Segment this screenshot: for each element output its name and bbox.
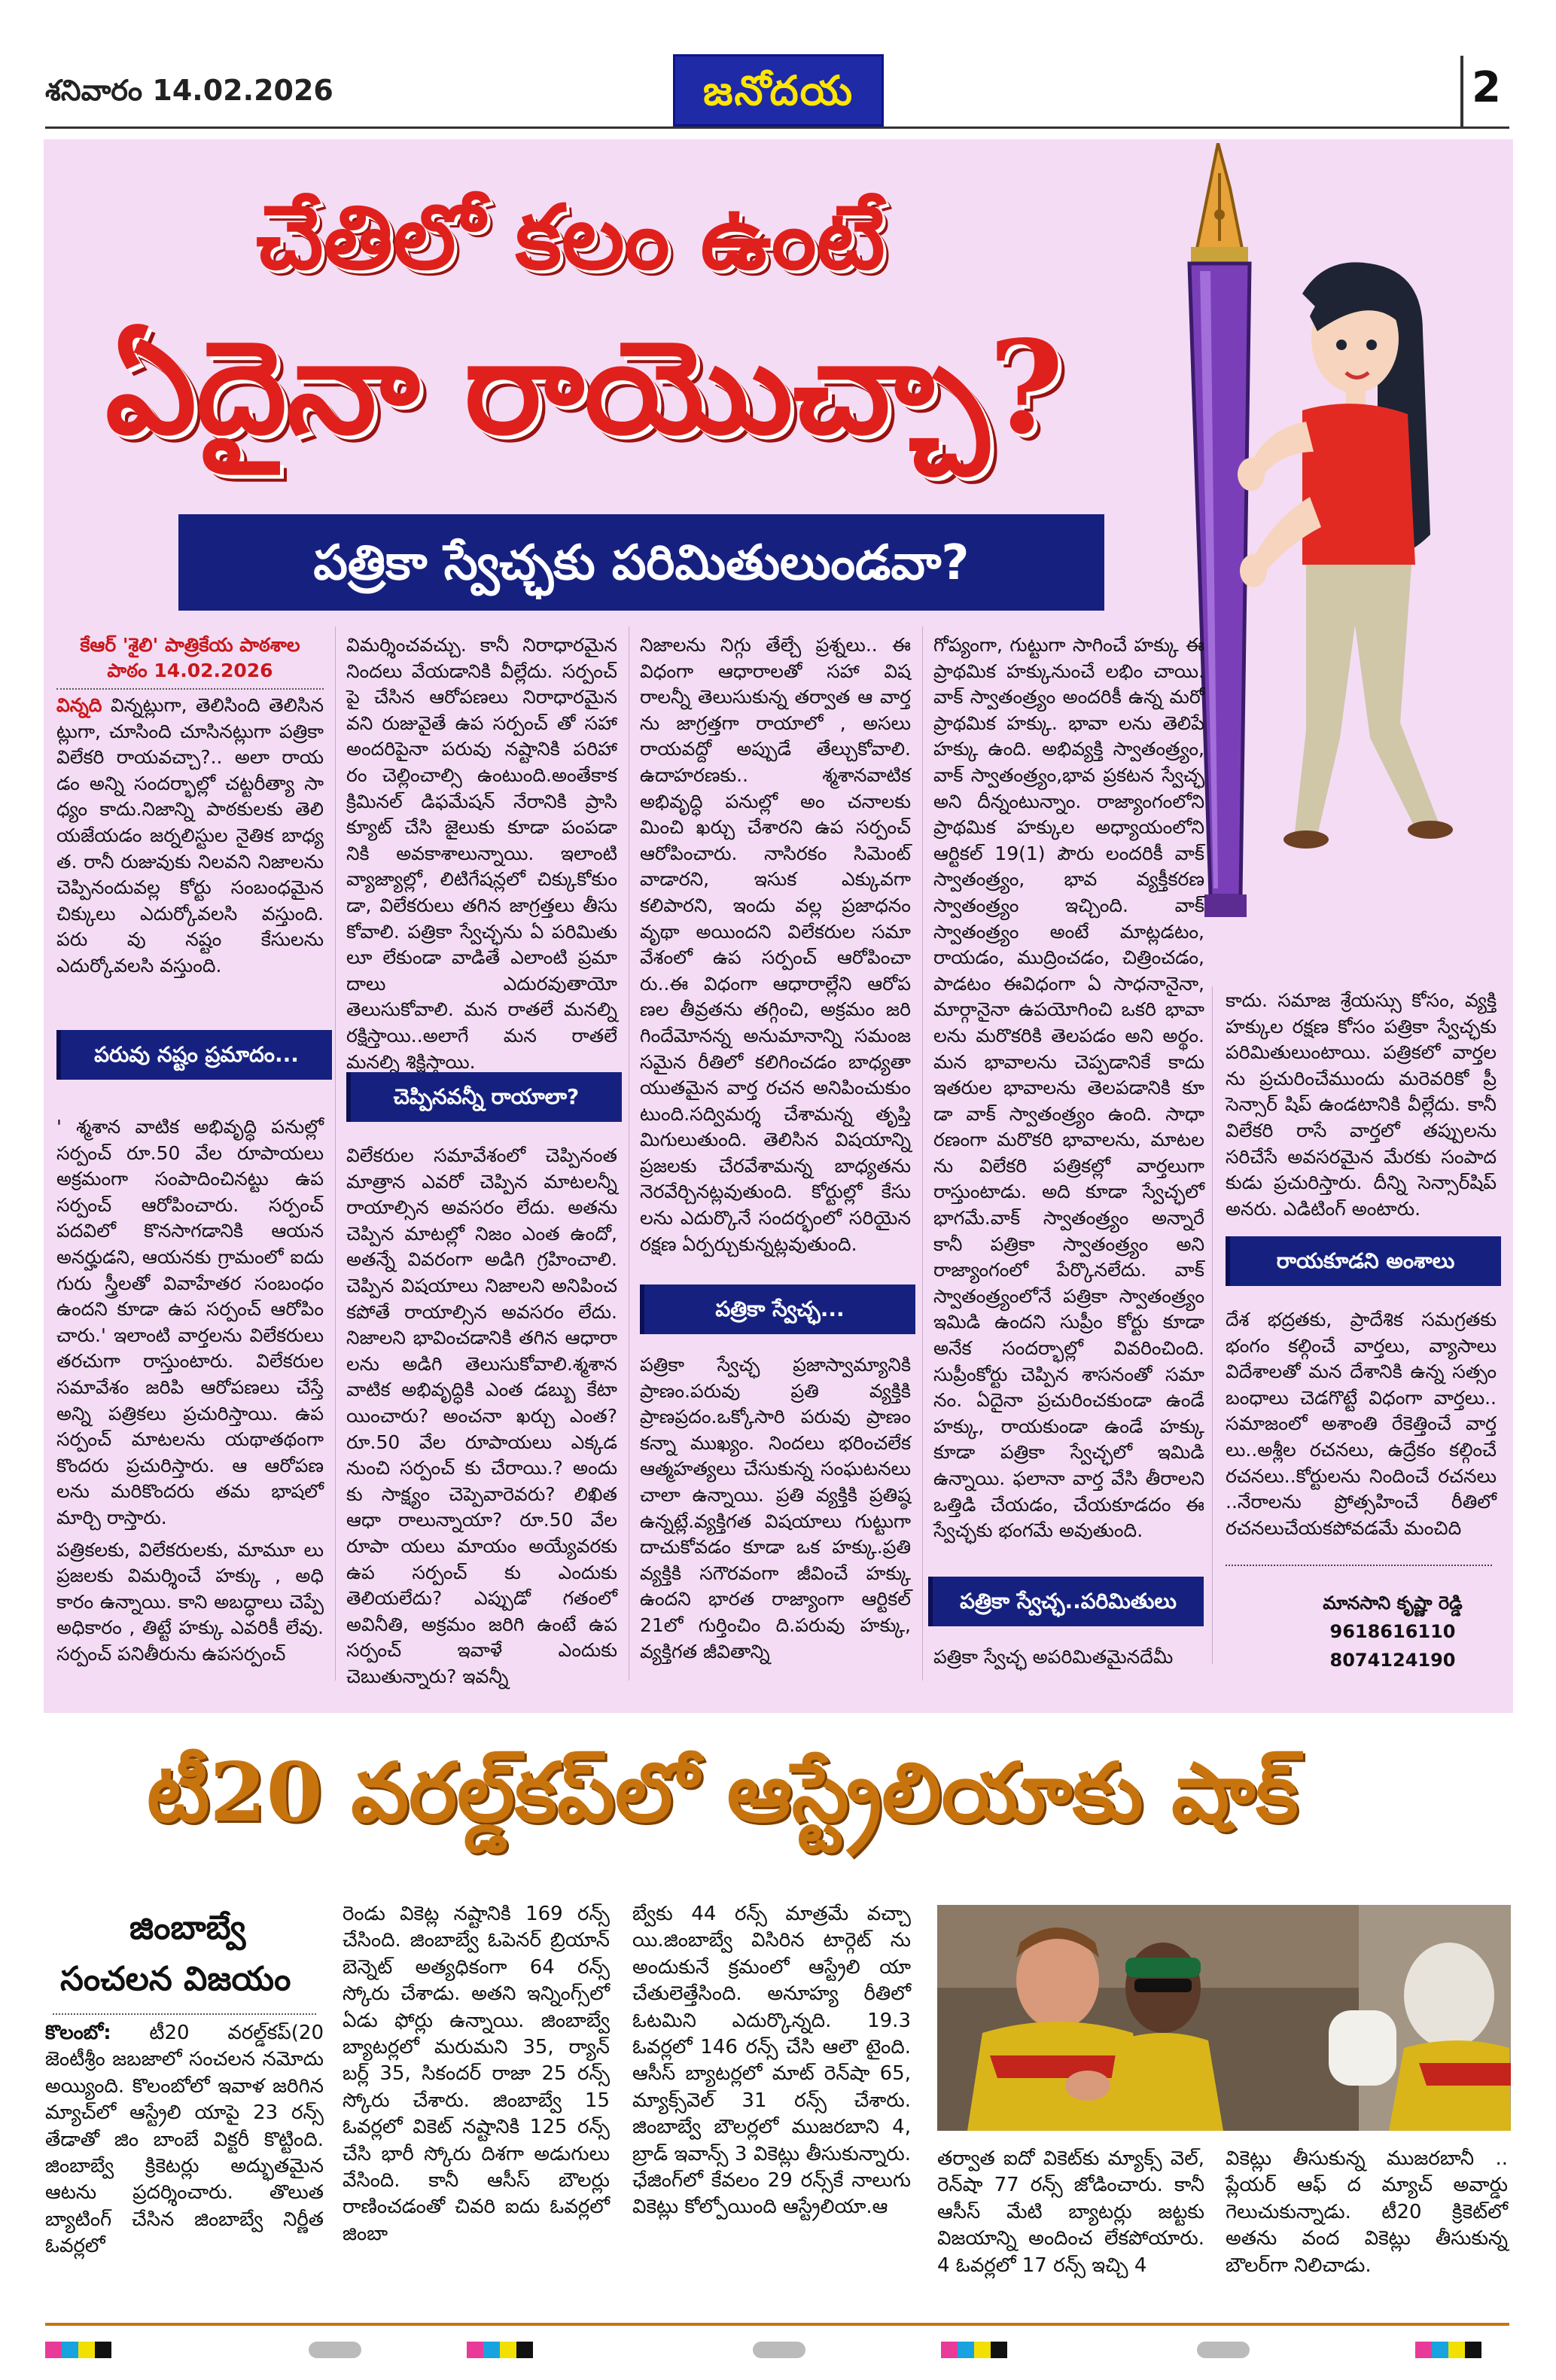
author-name: మానసాని కృష్ణా రెడ్డి (1323, 1592, 1463, 1614)
feature-column-3 (640, 632, 911, 1257)
color-swatch (45, 2342, 62, 2358)
feature-column-1-body (56, 1114, 324, 1667)
cricket-side-rule (53, 2013, 316, 2015)
subhead-report-all: చెప్పినవన్నీ రాయాలా? (346, 1072, 622, 1122)
feature-headline-line1: చేతిలో కలం ఉంటే (256, 184, 885, 289)
cricket-column-1: కొలంబో: టీ20 వరల్డ్‌కప్(20 జెంటీశ్రీం జబజాలో సంచలన నమోదు అయ్యింది. కొలంబోలో ఇవాళ జరిగిన మ్యాచ్‌లో ఆస్ట్రేలి యాపై 23 రన్స్ తేడాతో జిం బాంబే విక్టరీ కొట్టింది. జింబాబ్వే క్రికెటర్లు అద్భుతమైన ఆటను ప్రదర్శించారు. తొలుత బ్యాటింగ్ చేసిన జింబాబ్వే నిర్ణీత ఓవర్లలో (45, 2022, 324, 2258)
column-divider (335, 626, 336, 1681)
feature-column-5 (1226, 988, 1497, 1222)
color-swatch (483, 2342, 500, 2358)
body-paragraph: పత్రికలకు, విలేకరులకు, మామూ లు ప్రజలకు విమర్శించే హక్కు , అధి కారం ఉన్నాయి. కాని అబద్ధాలు చెప్పే అధికారం , తిట్టే హక్కు ఎవరికీ లేవు. సర్పంచ్ పనితీరును ఉపసర్పంచ్ (56, 1538, 324, 1665)
cricket-headline: టీ20 వరల్డ్‌కప్‌లో ఆస్ట్రేలియాకు షాక్ (147, 1745, 1299, 1840)
cricket-column-2: రెండు వికెట్ల నష్టానికి 169 రన్స్ చేసింది. జింబాబ్వే ఓపెనర్ బ్రియాన్ బెన్నెట్ అత్యధికంగా 64 రన్స్ స్కోరు చేశాడు. అతని ఇన్నింగ్స్‌లో ఏడు ఫోర్లు ఉన్నాయి. జింబాబ్వే బ్యాటర్లలో మరుమని 35, ర్యాన్ బర్ల్ 35, సికందర్ రాజా 25 రన్స్ స్కోరు చేశారు. జింబాబ్వే 15 ఓవర్లలో వికెట్ నష్టానికి 125 రన్స్ చేసి భారీ స్కోరు దిశగా అడుగులు వేసింది. కానీ ఆసీస్ బౌలర్లు రాణించడంతో చివరి ఐదు ఓవర్లలో జింబా (343, 1903, 610, 2245)
column-divider (1212, 986, 1213, 1664)
feature-headline-line2: ఏదైనా రాయొచ్చా? (105, 312, 1064, 463)
body-paragraph: ' శ్మశాన వాటిక అభివృద్ధి పనుల్లో సర్పంచ్ రూ.50 వేల రూపాయలు అక్రమంగా సంపాదించినట్టు ఉప సర్పంచ్ ఆరోపించారు. సర్పంచ్ పదవిలో కొనసాగడానికి ఆయన అనర్హుడని, ఆయనకు గ్రామంలో ఐదు గురు స్త్రీలతో వివాహేతర సంబంధం ఉందని కూడా ఉప సర్పంచ్ ఆరోపిం చారు.' ఇలాంటి వార్తలను విలేకరులు తరచుగా రాస్తుంటారు. విలేకరుల సమావేశం జరిపి ఆరోపణలు చేస్తే అన్ని పత్రికలు ప్రచురిస్తాయి. ఉప సర్పంచ్ మాటలను యథాతథంగా కొందరు ప్రచురిస్తారు. ఆ ఆరోపణ లను మరికొందరు తమ భాషలో మార్చి రాస్తారు. (56, 1116, 324, 1528)
intro-paragraph: విన్నది విన్నట్లుగా, తెలిసింది తెలిసిన ట్లుగా, చూసింది చూసినట్లుగా పత్రికా విలేకరి రాయవచ్చా?.. అలా రాయ డం అన్ని సందర్భాల్లో చట్టరీత్యా సా ధ్యం కాదు.నిజాన్ని పాఠకులకు తెలి యజేయడం జర్నలిస్టుల నైతిక బాధ్య త. రానీ రుజువుకు నిలవని నిజాలను చెప్పినందువల్ల కోర్టు సంబంధమైన చిక్కులు ఎదుర్కోవలసి వస్తుంది. పరు వు నష్టం కేసులను ఎదుర్కోవలసి వస్తుంది. (56, 694, 324, 977)
header-rule (45, 126, 1509, 129)
body-paragraph: విలేకరుల సమావేశంలో చెప్పినంత మాత్రాన ఎవరో చెప్పిన మాటలన్నీ రాయాల్సిన అవసరం లేదు. అతను చెప్పిన మాటల్లో నిజం ఎంత ఉందో, అతన్నే వివరంగా అడిగి గ్రహించాలి. చెప్పిన విషయాలు నిజాలని అనిపించ కపోతే రాయాల్సిన అవసరం లేదు. నిజాలని భావించడానికి తగిన ఆధారా లను అడిగి తెలుసుకోవాలి.శ్మశాన వాటిక అభివృద్ధికి ఎంత డబ్బు కేటా యించారు? అంచనా ఖర్చు ఎంత? రూ.50 వేల రూపాయలు ఎక్కడ నుంచి సర్పంచ్ కు చేరాయి.? అందు కు సాక్ష్యం చెప్పెవారెవరు? లిఖిత ఆధా రాలున్నాయా? రూ.50 వేల రూపా యలు మాయం అయ్యేవరకు ఉప సర్పంచ్ కు ఎందుకు తెలియలేదు? ఎప్పుడో గతంలో అవినీతి, అక్రమం జరిగి ఉంటే ఉప సర్పంచ్ ఇవాళే ఎందుకు చెబుతున్నారు? ఇవన్నీ (346, 1144, 617, 1687)
issue-date: శనివారం 14.02.2026 (45, 74, 333, 107)
intro-drop-word: విన్నది (56, 694, 102, 716)
column-divider (922, 626, 923, 1681)
color-swatch (1448, 2342, 1465, 2358)
byline-school: కేఆర్ 'శైలి' పాత్రికేయ పాఠశాల (80, 634, 300, 656)
feature-subheadline: పత్రికా స్వేచ్ఛకు పరిమితులుండవా? (178, 514, 1104, 611)
author-phone: 8074124190 (1329, 1650, 1456, 1671)
color-swatch (62, 2342, 78, 2358)
cricket-column-4: తర్వాత ఐదో వికెట్‌కు మ్యాక్స్ వెల్, రెన్‌షా 77 రన్స్ జోడించారు. కానీ ఆసీస్ మేటి బ్యాటర్లు జట్టకు విజయాన్ని అందించ లేకపోయారు. 4 ఓవర్లలో 17 రన్స్ ఇచ్చి 4 (937, 2147, 1204, 2277)
cricket-side-title: జింబాబ్వే (129, 1909, 246, 1947)
color-swatch (1432, 2342, 1448, 2358)
cricket-column-5: వికెట్లు తీసుకున్న ముజరబానీ .. ప్లేయర్ ఆఫ్ ద మ్యాచ్ అవార్డు గెలుచుకున్నాడు. టీ20 క్రికెట్‌లో అతను వంద వికెట్లు తీసుకున్న బౌలర్‌గా నిలిచాడు. (1226, 2147, 1508, 2277)
body-paragraph: పత్రికా స్వేచ్ఛ అపరిమితమైనదేమీ (933, 1646, 1174, 1668)
color-swatch (958, 2342, 974, 2358)
color-swatch (1465, 2342, 1481, 2358)
feature-column-4-body (933, 1644, 1204, 1671)
color-swatch (991, 2342, 1007, 2358)
author-block (1280, 1589, 1506, 1675)
feature-column-1 (56, 632, 324, 980)
cricket-side-title: సంచలన విజయం (60, 1960, 291, 1998)
page-number-divider (1460, 56, 1463, 128)
color-swatch (78, 2342, 95, 2358)
subhead-prohibited-topics: రాయకూడని అంశాలు (1226, 1236, 1501, 1286)
footer-rule (45, 2323, 1509, 2326)
color-swatch (941, 2342, 958, 2358)
register-mark (1197, 2342, 1250, 2358)
subhead-defamation: పరువు నష్టం ప్రమాదం... (56, 1030, 332, 1080)
body-paragraph: విమర్శించవచ్చు. కానీ నిరాధారమైన నిందలు వేయడానికి వీల్లేదు. సర్పంచ్ పై చేసిన ఆరోపణలు నిరాధారమైన వని రుజువైతే ఉప సర్పంచ్ తో సహా అందరిపైనా పరువు నష్టానికి పరిహా రం చెల్లించాల్సి ఉంటుంది.అంతేకాక క్రిమినల్ డిఫమేషన్ నేరానికి ప్రాసి క్యూట్ చేసి జైలుకు కూడా పంపడా నికి అవకాశాలున్నాయి. ఇలాంటి వ్యాజ్యాల్లో, లిటిగేషన్లలో చిక్కుకోకుం డా, విలేకరులు తగిన జాగ్రత్తలు తీసు కోవాలి. పత్రికా స్వేచ్ఛను ఏ పరిమితు లూ లేకుండా వాడితే ఎలాంటి ప్రమా దాలు ఎదురవుతాయో తెలుసుకోవాలి. మన రాతలే మనల్ని రక్షిస్తాయి..అలాగే మన రాతలే మనల్ని శిక్షిస్తాయి. (346, 634, 617, 1073)
register-mark (309, 2342, 361, 2358)
color-swatch (95, 2342, 111, 2358)
feature-column-2 (346, 632, 617, 1075)
author-rule (1226, 1565, 1492, 1566)
body-paragraph: కాదు. సమాజ శ్రేయస్సు కోసం, వ్యక్తి హక్కుల రక్షణ కోసం పత్రికా స్వేచ్ఛకు పరిమితులుంటాయి. పత్రికలో వార్తల ను ప్రచురించేముందు మరెవరికో ప్రీ సెన్సార్ షిప్ ఉండటానికి వీల్లేదు. కానీ విలేకరి రాసే వార్తలో తప్పులను సరిచేసే అవసరమైన మేరకు సంపాద కుడు ప్రచురిస్తారు. దీన్ని సెన్సార్‌షిప్ అనరు. ఎడిటింగ్ అంటారు. (1226, 989, 1497, 1220)
subhead-press-freedom: పత్రికా స్వేచ్ఛ... (640, 1284, 915, 1334)
author-phone: 9618616110 (1329, 1621, 1456, 1642)
body-paragraph: పత్రికా స్వేచ్ఛ ప్రజాస్వామ్యానికి ప్రాణం.పరువు ప్రతి వ్యక్తికి ప్రాణప్రదం.ఒక్కోసారి పరువు ప్రాణం కన్నా ముఖ్యం. నిందలు భరించలేక ఆత్మహత్యలు చేసుకున్న సంఘటనలు చాలా ఉన్నాయి. ప్రతి వ్యక్తికి ప్రతిష్ఠ ఉన్నట్లే.వ్యక్తిగత విషయాలు గుట్టుగా దాచుకోవడం కూడా ఒక హక్కు.ప్రతి వ్యక్తికి సగౌరవంగా జీవించే హక్కు ఉందని భారత రాజ్యాంగా ఆర్టికల్ 21లో గుర్తించిం ది.పరువు హక్కు, వ్యక్తిగత జీవితాన్ని (640, 1354, 911, 1662)
cricket-players-photo (937, 1905, 1511, 2131)
color-swatch (974, 2342, 991, 2358)
body-paragraph: నిజాలను నిగ్గు తేల్చే ప్రశ్నలు.. ఈ విధంగా ఆధారాలతో సహా విష రాలన్నీ తెలుసుకున్న తర్వాత ఆ వార్త ను జాగ్రత్తగా రాయాలో , అసలు రాయవద్దో అప్పుడే తేల్చుకోవాలి. ఉదాహరణకు.. శ్మశానవాటిక అభివృద్ధి పనుల్లో అం చనాలకు మించి ఖర్చు చేశారని ఉప సర్పంచ్ ఆరోపించారు. నాసిరకం సిమెంట్ వాడారని, ఇసుక ఎక్కువగా కలిపారని, ఇందు వల్ల ప్రజాధనం వృథా అయిందని విలేకరుల సమా వేశంలో ఉప సర్పంచ్ ఆరోపించా రు..ఈ విధంగా ఆధారాల్లేని ఆరోప ణల తీవ్రతను తగ్గించి, అక్రమం జరి గిందేమోనన్న అనుమానాన్ని సమంజ సమైన రీతిలో కలిగించడం బాధ్యతా యుతమైన వార్త రచన అనిపించుకుం టుంది.సద్విమర్శ చేశామన్న తృప్తి మిగులుతుంది. తెలిసిన విషయాన్ని ప్రజలకు చేరవేశామన్న బాధ్యతను నెరవేర్చినట్లవుతుంది. కోర్టుల్లో కేసు లను ఎదుర్కొనే సందర్భంలో సరియైన రక్షణ ఏర్పర్చుకున్నట్లవుతుంది. (640, 634, 911, 1255)
body-paragraph: గోప్యంగా, గుట్టుగా సాగించే హక్కు ఈ ప్రాథమిక హక్కునుంచే లభిం చాయి. వాక్ స్వాతంత్ర్యం అందరికీ ఉన్న మరో ప్రాథమిక హక్కు. భావా లను తెలిపే హక్కు ఉంది. అభివ్యక్తి స్వాతంత్ర్యం, వాక్ స్వాతంత్ర్యం,భావ ప్రకటన స్వేచ్ఛ అని దీన్నంటున్నాం. రాజ్యాంగంలోని ప్రాథమిక హక్కుల అధ్యాయంలోని ఆర్టికల్ 19(1) పౌరు లందరికీ వాక్ స్వాతంత్ర్యం, భావ వ్యక్తీకరణ స్వాతంత్ర్యం ఇచ్చింది. వాక్ స్వాతంత్ర్యం అంటే మాట్లడటం, రాయడం, ముద్రించడం, చిత్రించడం, పాడటం ఈవిధంగా ఏ సాధనానైనా, మార్గానైనా ఉపయోగించి ఒకరి భావా లను మరొకరికి తెలపడం అని అర్థం. మన భావాలను చెప్పడానికే కాదు ఇతరుల భావాలను తెలపడానికి కూ డా వాక్ స్వాతంత్ర్యం ఉంది. సాధా రణంగా మరొకరి భావాలను, మాటల ను విలేకరి పత్రికల్లో వార్తలుగా రాస్తుంటాడు. అది కూడా స్వేచ్ఛలో భాగమే.వాక్ స్వాతంత్ర్యం అన్నారే కానీ పత్రికా స్వాతంత్ర్యం అని రాజ్యాంగంలో పేర్కొనలేదు. వాక్ స్వాతంత్ర్యంలోనే పత్రికా స్వాతంత్ర్యం ఇమిడి ఉందని సుప్రీం కోర్టు కూడా అనేక సందర్భాల్లో వివరించింది. సుప్రీంకోర్టు చెప్పిన శాసనంతో సమా నం. ఏదైనా ప్రచురించకుండా ఉండే హక్కు, రాయకుండా ఉండే హక్కు కూడా పత్రికా స్వేచ్ఛలో ఇమిడి ఉన్నాయి. ఫలానా వార్త వేసి తీరాలని ఒత్తిడి చేయడం, చేయకూడదం ఈ స్వేచ్ఛకు భంగమే అవుతుంది. (933, 634, 1204, 1542)
color-swatch (500, 2342, 516, 2358)
color-swatch (516, 2342, 533, 2358)
feature-column-2-body (346, 1143, 617, 1690)
feature-column-5-body (1226, 1307, 1497, 1541)
feature-column-4 (933, 632, 1204, 1544)
byline-lesson: పాఠం 14.02.2026 (107, 660, 273, 681)
color-swatch (467, 2342, 483, 2358)
feature-column-3-body (640, 1352, 911, 1665)
subhead-press-freedom-limits: పత్రికా స్వేచ్ఛ..పరిమితులు (928, 1577, 1204, 1626)
dateline: కొలంబో: (45, 2022, 111, 2044)
byline-rule (56, 688, 324, 690)
page-number: 2 (1472, 63, 1501, 112)
newspaper-logo: జనోదయ (673, 54, 884, 126)
color-swatch (1415, 2342, 1432, 2358)
body-paragraph: దేశ భద్రతకు, ప్రాదేశిక సమగ్రతకు భంగం కల్గించే వార్తలు, వ్యాసాలు విదేశాలతో మన దేశానికి ఉన్న సత్సం బంధాలు చెడగొట్టే విధంగా వార్తలు.. సమాజంలో అశాంతి రేకెత్తించే వార్త లు..అశ్లీల రచనలు, ఉద్రేకం కల్గించే రచనలు..కోర్టులను నిందించే రచనలు ..నేరాలను ప్రోత్సహించే రీతిలో రచనలుచేయకపోవడమే మంచిది (1226, 1309, 1497, 1539)
cricket-column-3: బ్వేకు 44 రన్స్ మాత్రమే వచ్చా యి.జింబాబ్వే విసిరిన టార్గెట్ ను అందుకునే క్రమంలో ఆస్ట్రేలి యా చేతులెత్తేసింది. అనూహ్య రీతిలో ఓటమిని ఎదుర్కొన్నది. 19.3 ఓవర్లలో 146 రన్స్ చేసి ఆలౌ టైంది. ఆసీస్ బ్యాటర్లలో మాట్ రెన్‌షా 65, మ్యాక్స్‌వెల్ 31 రన్స్ చేశారు. జింబాబ్వే బౌలర్లలో ముజరబాని 4, బ్రాడ్ ఇవాన్స్ 3 వికెట్లు తీసుకున్నారు. ఛేజింగ్‌లో కేవలం 29 రన్స్‌కే నాలుగు వికెట్లు కోల్పోయింది ఆస్ట్రేలియా.ఆ (632, 1903, 911, 2219)
register-mark (753, 2342, 805, 2358)
